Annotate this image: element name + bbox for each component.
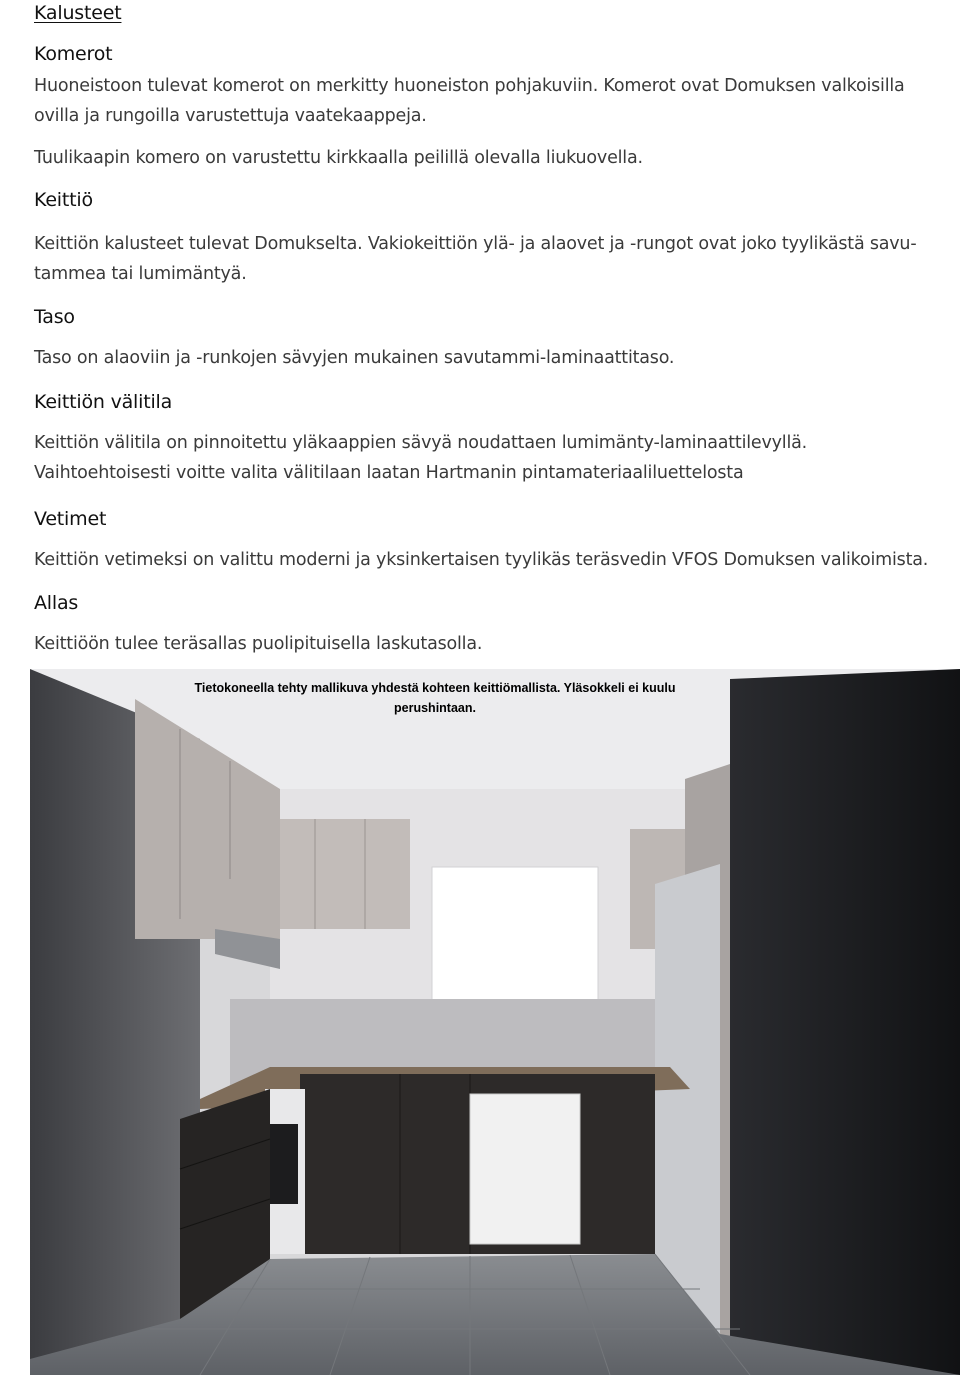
heading-valitila: Keittiön välitila <box>34 391 173 413</box>
paragraph-keittio: Keittiön kalusteet tulevat Domukselta. Vakiokeittiön ylä- ja alaovet ja -rungot ovat joko tyylikästä savu- tammea tai lumimäntyä. <box>34 234 917 284</box>
image-caption: Tietokoneella tehty mallikuva yhdestä kohteen keittiömallista. Yläsokkeli ei kuulu perushintaan. <box>194 681 676 715</box>
heading-keittio: Keittiö <box>34 189 93 211</box>
heading-taso: Taso <box>34 306 75 328</box>
heading-komerot: Komerot <box>34 43 113 65</box>
kitchen-render-image <box>30 669 960 1375</box>
paragraph-vetimet: Keittiön vetimeksi on valittu moderni ja yksinkertaisen tyylikäs teräsvedin VFOS Domuksen valikoimista. <box>34 550 929 570</box>
heading-allas: Allas <box>34 592 79 614</box>
paragraph-allas: Keittiöön tulee teräsallas puolipituisella laskutasolla. <box>34 634 483 654</box>
paragraph-taso: Taso on alaoviin ja -runkojen sävyjen mukainen savutammi-laminaattitaso. <box>34 348 675 368</box>
page-title: Kalusteet <box>34 2 122 24</box>
paragraph-tuulikaappi: Tuulikaapin komero on varustettu kirkkaalla peilillä olevalla liukuovella. <box>34 148 643 168</box>
heading-vetimet: Vetimet <box>34 508 107 530</box>
paragraph-komerot: Huoneistoon tulevat komerot on merkitty huoneiston pohjakuviin. Komerot ovat Domuksen valkoisilla ovilla ja rungoilla varustettuja vaatekaappeja. <box>34 76 905 126</box>
paragraph-valitila: Keittiön välitila on pinnoitettu yläkaappien sävyä noudattaen lumimänty-laminaattilevyllä. Vaihtoehtoisesti voitte valita välitilaan laatan Hartmanin pintamateriaaliluettelosta <box>34 433 808 483</box>
